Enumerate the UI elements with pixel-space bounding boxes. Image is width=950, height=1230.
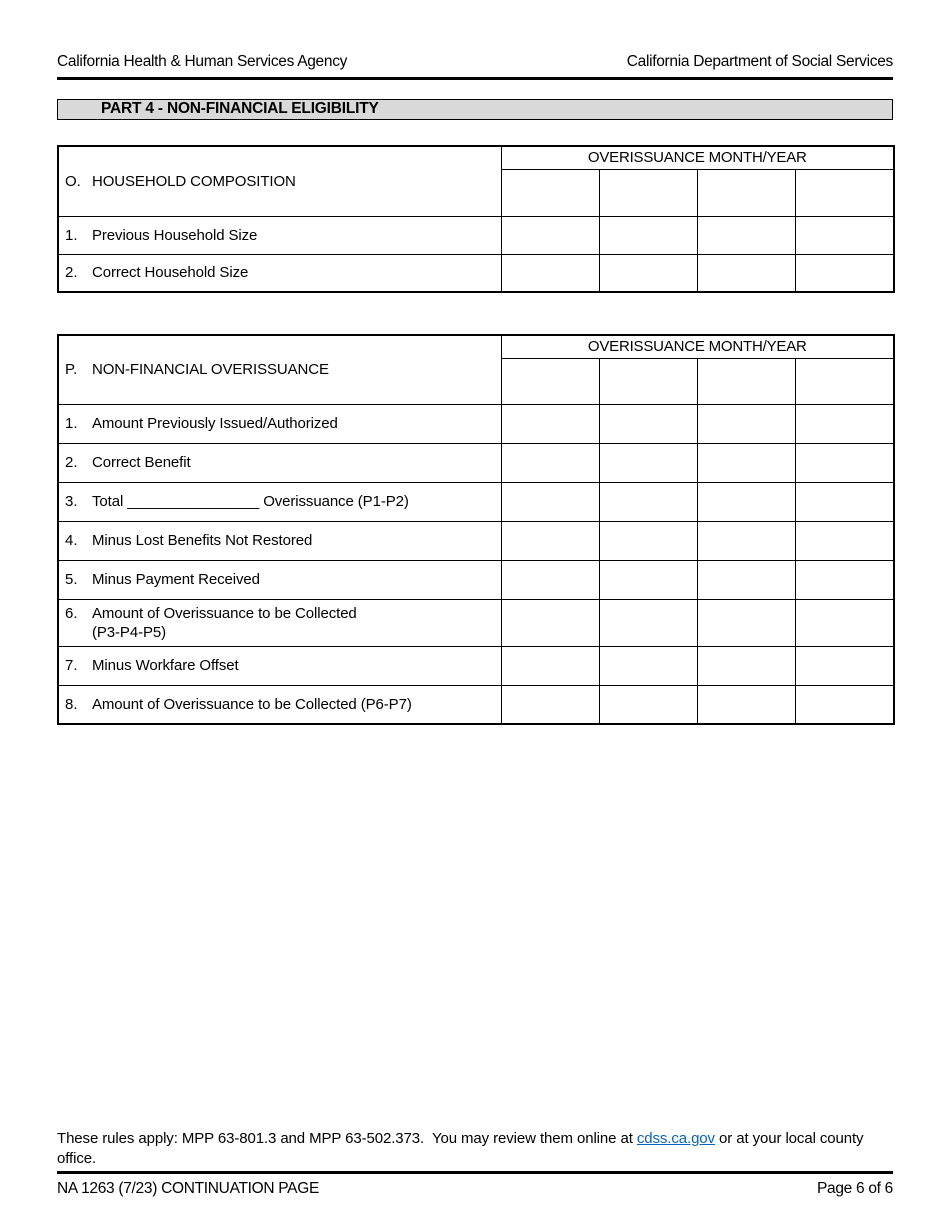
value-entry-cell[interactable] [501, 685, 599, 724]
row-label: Correct Household Size [92, 264, 249, 282]
value-entry-cell[interactable] [599, 404, 697, 443]
value-entry-cell[interactable] [599, 216, 697, 254]
non-financial-overissuance-table [57, 334, 895, 725]
value-entry-cell[interactable] [795, 599, 894, 646]
value-entry-cell[interactable] [599, 646, 697, 685]
value-entry-cell[interactable] [599, 599, 697, 646]
value-entry-cell[interactable] [795, 216, 894, 254]
row-number: 1. [65, 415, 78, 432]
agency-header-left: California Health & Human Services Agency [57, 53, 348, 70]
row-label: Minus Lost Benefits Not Restored [92, 532, 313, 549]
value-entry-cell[interactable] [795, 482, 894, 521]
row-label: Minus Payment Received [92, 571, 260, 588]
month-year-entry-cell[interactable] [501, 169, 599, 216]
table-row [58, 685, 894, 724]
value-entry-cell[interactable] [599, 254, 697, 292]
section-letter: P. [65, 361, 78, 379]
value-entry-cell[interactable] [501, 254, 599, 292]
value-entry-cell[interactable] [795, 404, 894, 443]
value-entry-cell[interactable] [697, 443, 795, 482]
value-entry-cell[interactable] [795, 443, 894, 482]
header-divider-line [57, 77, 893, 80]
household-composition-table [57, 145, 895, 293]
rules-text-after-link: or at your local county office. [57, 1130, 868, 1167]
value-entry-cell[interactable] [501, 443, 599, 482]
row-label: Total ________________ Overissuance (P1-P2) [92, 493, 409, 510]
value-entry-cell[interactable] [501, 216, 599, 254]
row-number: 5. [65, 571, 78, 588]
table-row [58, 216, 894, 254]
value-entry-cell[interactable] [697, 482, 795, 521]
table-row [58, 482, 894, 521]
row-label: Amount of Overissuance to be Collected [92, 604, 357, 622]
section-o-header-cell [58, 146, 501, 216]
row-number: 7. [65, 657, 78, 674]
section-p-header-cell [58, 335, 501, 404]
form-footer [57, 1180, 893, 1198]
value-entry-cell[interactable] [697, 646, 795, 685]
agency-header-right: California Department of Social Services [626, 53, 893, 70]
section-letter: O. [65, 172, 81, 190]
value-entry-cell[interactable] [795, 685, 894, 724]
value-entry-cell[interactable] [599, 482, 697, 521]
month-year-entry-cell[interactable] [795, 169, 894, 216]
table-row [58, 404, 894, 443]
value-entry-cell[interactable] [795, 646, 894, 685]
month-year-entry-cell[interactable] [697, 169, 795, 216]
value-entry-cell[interactable] [697, 599, 795, 646]
value-entry-cell[interactable] [501, 646, 599, 685]
value-entry-cell[interactable] [697, 560, 795, 599]
part4-section-header: PART 4 - NON-FINANCIAL ELIGIBILITY [57, 99, 893, 120]
footer-divider-line [57, 1171, 893, 1174]
form-id: NA 1263 (7/23) CONTINUATION PAGE [57, 1180, 320, 1197]
value-entry-cell[interactable] [795, 521, 894, 560]
table-row [58, 560, 894, 599]
value-entry-cell[interactable] [697, 521, 795, 560]
overissuance-month-year-header: OVERISSUANCE MONTH/YEAR [501, 335, 894, 358]
row-number: 1. [65, 226, 78, 244]
table-row [58, 599, 894, 646]
month-year-entry-cell[interactable] [501, 358, 599, 404]
rules-text [57, 1129, 893, 1169]
value-entry-cell[interactable] [599, 685, 697, 724]
page-content [57, 0, 893, 725]
value-entry-cell[interactable] [795, 560, 894, 599]
value-entry-cell[interactable] [501, 521, 599, 560]
row-label: Amount of Overissuance to be Collected (P6-P7) [92, 695, 412, 713]
value-entry-cell[interactable] [697, 404, 795, 443]
value-entry-cell[interactable] [501, 599, 599, 646]
table-row [58, 646, 894, 685]
section-title: NON-FINANCIAL OVERISSUANCE [92, 361, 329, 379]
value-entry-cell[interactable] [697, 254, 795, 292]
value-entry-cell[interactable] [697, 216, 795, 254]
row-number: 2. [65, 454, 78, 471]
row-number: 3. [65, 493, 78, 510]
agency-header [57, 53, 893, 71]
row-label: Minus Workfare Offset [92, 657, 239, 674]
month-year-entry-cell[interactable] [795, 358, 894, 404]
table-row [58, 521, 894, 560]
value-entry-cell[interactable] [599, 521, 697, 560]
row-label-line2: (P3-P4-P5) [92, 623, 167, 641]
row-number: 2. [65, 264, 78, 282]
table-row [58, 443, 894, 482]
row-number: 6. [65, 604, 78, 622]
row-label: Correct Benefit [92, 454, 191, 471]
table-row [58, 254, 894, 292]
value-entry-cell[interactable] [599, 443, 697, 482]
value-entry-cell[interactable] [795, 254, 894, 292]
value-entry-cell[interactable] [599, 560, 697, 599]
overissuance-month-year-header: OVERISSUANCE MONTH/YEAR [501, 146, 894, 169]
value-entry-cell[interactable] [501, 404, 599, 443]
page-number: Page 6 of 6 [817, 1180, 893, 1197]
month-year-entry-cell[interactable] [599, 358, 697, 404]
row-label: Previous Household Size [92, 226, 258, 244]
value-entry-cell[interactable] [501, 482, 599, 521]
row-number: 4. [65, 532, 78, 549]
row-number: 8. [65, 695, 78, 713]
value-entry-cell[interactable] [501, 560, 599, 599]
row-label: Amount Previously Issued/Authorized [92, 415, 338, 432]
cdss-link[interactable]: cdss.ca.gov [636, 1130, 715, 1147]
section-title: HOUSEHOLD COMPOSITION [92, 172, 296, 190]
value-entry-cell[interactable] [697, 685, 795, 724]
month-year-entry-cell[interactable] [599, 169, 697, 216]
rules-text-before-link: These rules apply: MPP 63-801.3 and MPP 63-502.373. You may review them online at [57, 1130, 637, 1147]
month-year-entry-cell[interactable] [697, 358, 795, 404]
